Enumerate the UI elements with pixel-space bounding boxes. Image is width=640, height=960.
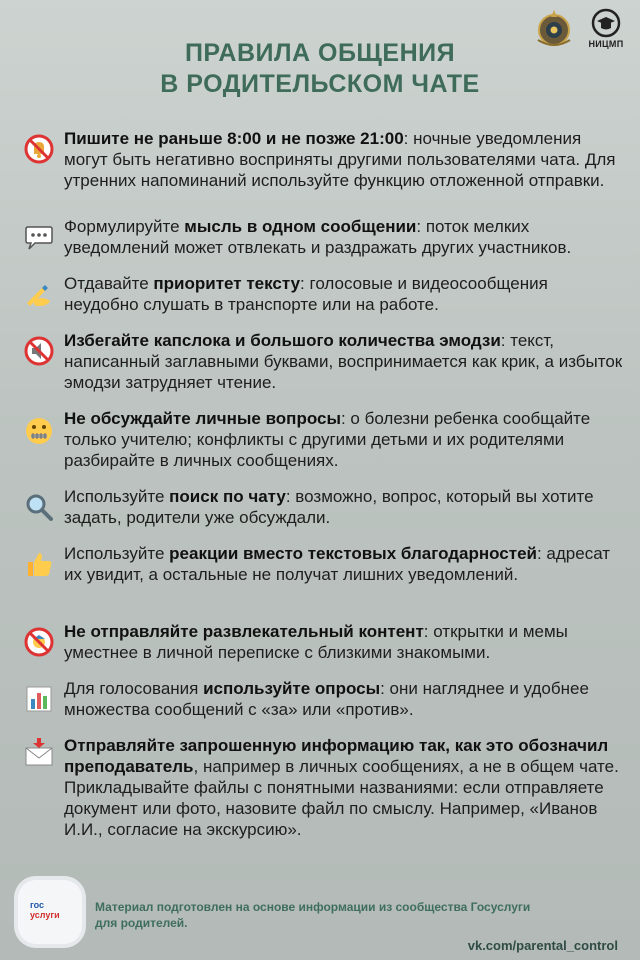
page-title-line-2: В РОДИТЕЛЬСКОМ ЧАТЕ xyxy=(160,70,480,98)
rule-text: Используйте поиск по чату: возможно, вопрос, который вы хотите задать, родители уже обсуждали. xyxy=(64,487,594,527)
rule-item xyxy=(14,273,626,330)
rule-item xyxy=(14,486,626,543)
rule-item xyxy=(14,543,626,621)
vk-link[interactable]: vk.com/parental_control xyxy=(467,938,618,953)
rule-text: Пишите не раньше 8:00 и не позже 21:00: ночные уведомления могут быть негативно восприняты другими пользователями чата. Для утренних напоминаний используйте функцию отложенной отправки. xyxy=(64,129,616,190)
nicmp-logo-name: НИЦМП xyxy=(588,39,624,49)
rule-item xyxy=(14,408,626,486)
rule-text: Для голосования используйте опросы: они нагляднее и удобнее множества сообщений с «за» или «против». xyxy=(64,679,589,719)
rule-item xyxy=(14,678,626,735)
writing-hand-icon xyxy=(24,279,54,309)
rule-text: Не обсуждайте личные вопросы: о болезни ребенка сообщайте только учителю; конфликты с другими детьми и их родителями разбирайте в личных сообщениях. xyxy=(64,409,591,470)
rule-text: Используйте реакции вместо текстовых благодарностей: адресат их увидит, а остальные не получат лишних уведомлений. xyxy=(64,544,611,584)
footer xyxy=(0,880,640,960)
thumbs-up-icon xyxy=(24,549,54,579)
rule-text: Формулируйте мысль в одном сообщении: поток мелких уведомлений может отвлекать и раздражать других участников. xyxy=(64,217,572,257)
rule-item xyxy=(14,735,626,845)
envelope-arrow-icon xyxy=(24,737,54,767)
gosuslugi-logo-top: гос xyxy=(30,900,45,910)
gosuslugi-logo-bottom: услуги xyxy=(30,910,60,920)
graduation-cap-icon xyxy=(591,8,621,38)
magnifier-icon xyxy=(24,492,54,522)
rule-item xyxy=(14,330,626,408)
footer-note: Материал подготовлен на основе информации из сообщества Госуслуги для родителей. xyxy=(95,900,531,930)
bar-chart-icon xyxy=(24,684,54,714)
speech-bubble-icon xyxy=(24,222,54,252)
no-entertainment-icon xyxy=(24,627,54,657)
no-bell-icon xyxy=(24,134,54,164)
muted-speaker-icon xyxy=(24,336,54,366)
rule-text: Отправляйте запрошенную информацию так, как это обозначил преподаватель, например в личных сообщениях, а не в общем чате. Прикладывайте файлы с понятными названиями: если отправляете документ или фото, назовите файл по смыслу. Например, «Иванов И.И., согласие на экскурсию». xyxy=(64,736,619,839)
rule-item xyxy=(14,216,626,273)
zipper-mouth-icon xyxy=(24,416,54,446)
page-title-line-1: ПРАВИЛА ОБЩЕНИЯ xyxy=(184,39,456,67)
rule-text: Отдавайте приоритет тексту: голосовые и видеосообщения неудобно слушать в транспорте или на работе. xyxy=(64,274,548,314)
page-title xyxy=(0,38,640,100)
rule-item xyxy=(14,128,626,216)
rule-item xyxy=(14,621,626,678)
rule-text: Не отправляйте развлекательный контент: открытки и мемы уместнее в личной переписке с близкими знакомыми. xyxy=(64,622,568,662)
rules-list xyxy=(14,128,626,845)
rule-text: Избегайте капслока и большого количества эмодзи: текст, написанный заглавными буквами, воспринимается как крик, а избыток эмодзи затрудняет чтение. xyxy=(64,331,623,392)
gosuslugi-logo xyxy=(18,880,82,944)
